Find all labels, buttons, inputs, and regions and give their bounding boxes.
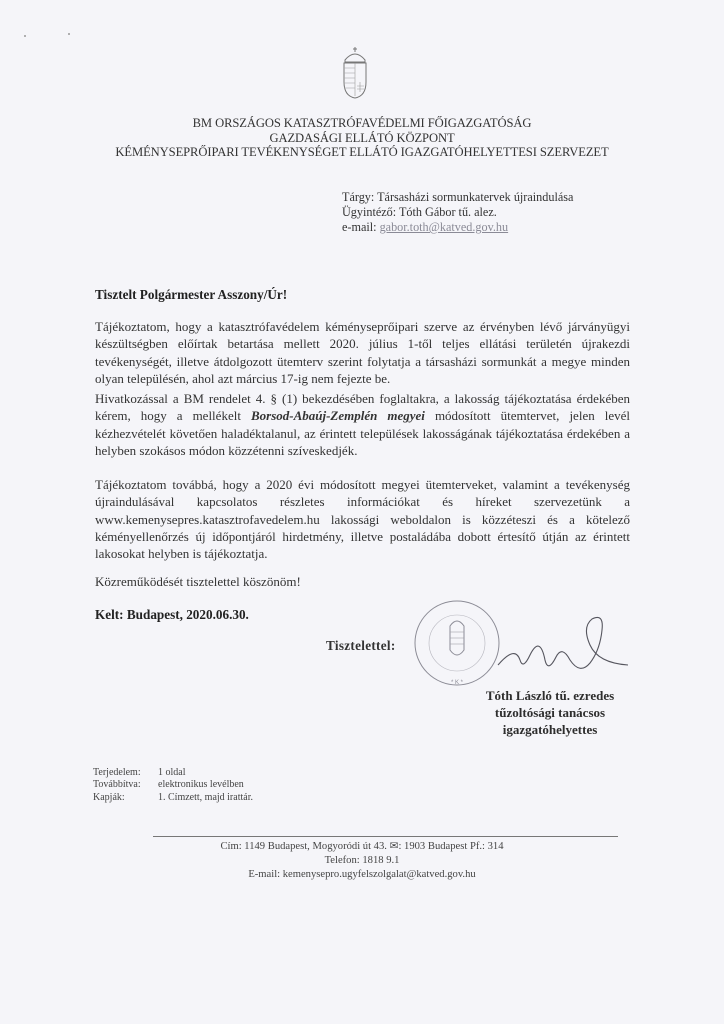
paragraph-2-text: Hivatkozással a BM rendelet 4. § (1) bekezdésében foglaltakra, a lakosság tájékoztatása érdekében kérem, hogy a mellékelt [95, 391, 630, 424]
distribution-row [93, 767, 253, 779]
subject-label: Tárgy: [342, 190, 375, 204]
distribution-label: Kapják: [93, 791, 125, 803]
email-label: e-mail: [342, 220, 377, 234]
distribution-block [93, 767, 253, 804]
footer-phone: Telefon: 1818 9.1 [324, 855, 400, 866]
coat-of-arms-icon [341, 46, 369, 100]
scan-speck [68, 33, 70, 35]
distribution-label: Terjedelem: [93, 767, 141, 778]
paragraph-1: Tájékoztatom, hogy a katasztrófavédelem kéményseprőipari szerve az érvényben lévő járványügyi készültségben előírtak betartása mellett 2020. július 1-től teljes ellátási területén újrakezdi tevékenységét, illetve átdolgozott ütemterv szerint folytatja a társasházi sormunkát a megye minden olyan településén, ahol azt március 17-ig nem fejezte be. [95, 319, 630, 386]
email-link[interactable]: gabor.toth@katved.gov.hu [379, 220, 509, 234]
signatory-rank: tűzoltósági tanácsos [494, 705, 606, 720]
handwritten-signature-icon [490, 605, 630, 680]
county-emphasis: Borsod-Abaúj-Zemplén megyei [250, 408, 425, 424]
distribution-label: Továbbítva: [93, 779, 141, 791]
email-line [342, 220, 508, 235]
footer-email: E-mail: kemenysepro.ugyfelszolgalat@katved.gov.hu [248, 869, 476, 880]
paragraph-3: Tájékoztatom továbbá, hogy a 2020 évi módosított megyei ütemterveket, valamint a tevékenység újraindulásával kapcsolatos részletes információkat és híreket szervezetünk a www.kemenysepres.katasztrofavedelem.hu lakossági weboldalon is közzéteszi és a kötelező kéményellenőrzés új időpontjáról hirdetmény, illetve postaládába dobott értesítő útján az érintett lakosokat helyben is tájékoztatja. [95, 477, 630, 562]
regards-label: Tisztelettel: [326, 638, 396, 653]
svg-text:* K *: * K * [450, 680, 464, 686]
closing-line: Közreműködését tisztelettel köszönöm! [95, 574, 301, 589]
subject-value: Társasházi sormunkatervek újraindulása [377, 190, 574, 204]
distribution-row [93, 779, 253, 791]
footer-divider [153, 836, 618, 837]
scan-speck [24, 35, 26, 37]
distribution-value: 1 oldal [158, 767, 186, 778]
distribution-value: elektronikus levélben [158, 779, 244, 791]
paragraph-2 [95, 390, 630, 459]
paragraph-2-text-end: módosított ütemtervet, jelen levél kézhezvételét követően haladéktalanul, az érintett települések lakosságának tájékoztatása érdekében a helyben szokásos módon közzétenni szíveskedjék. [95, 408, 630, 458]
signatory-title: igazgatóhelyettes [502, 722, 598, 737]
org-name-line2: GAZDASÁGI ELLÁTÓ KÖZPONT [269, 131, 455, 145]
officer-line [342, 205, 497, 220]
signatory-name: Tóth László tű. ezredes [485, 688, 615, 703]
org-name-line1: BM ORSZÁGOS KATASZTRÓFAVÉDELMI FŐIGAZGATÓSÁG [192, 116, 532, 130]
officer-value: Tóth Gábor tű. alez. [398, 205, 497, 219]
date-line: Kelt: Budapest, 2020.06.30. [95, 607, 249, 622]
officer-label: Ügyintéző: [342, 205, 397, 219]
org-name-line3: KÉMÉNYSEPRŐIPARI TEVÉKENYSÉGET ELLÁTÓ IGAZGATÓHELYETTESI SZERVEZET [115, 145, 609, 159]
salutation: Tisztelt Polgármester Asszony/Úr! [95, 287, 288, 302]
distribution-row [93, 792, 253, 804]
subject-line [342, 190, 573, 205]
official-stamp-icon [412, 598, 502, 688]
footer-address: Cím: 1149 Budapest, Mogyoródi út 43. ✉: 1903 Budapest Pf.: 314 [220, 841, 504, 852]
distribution-value: 1. Címzett, majd irattár. [158, 791, 253, 803]
